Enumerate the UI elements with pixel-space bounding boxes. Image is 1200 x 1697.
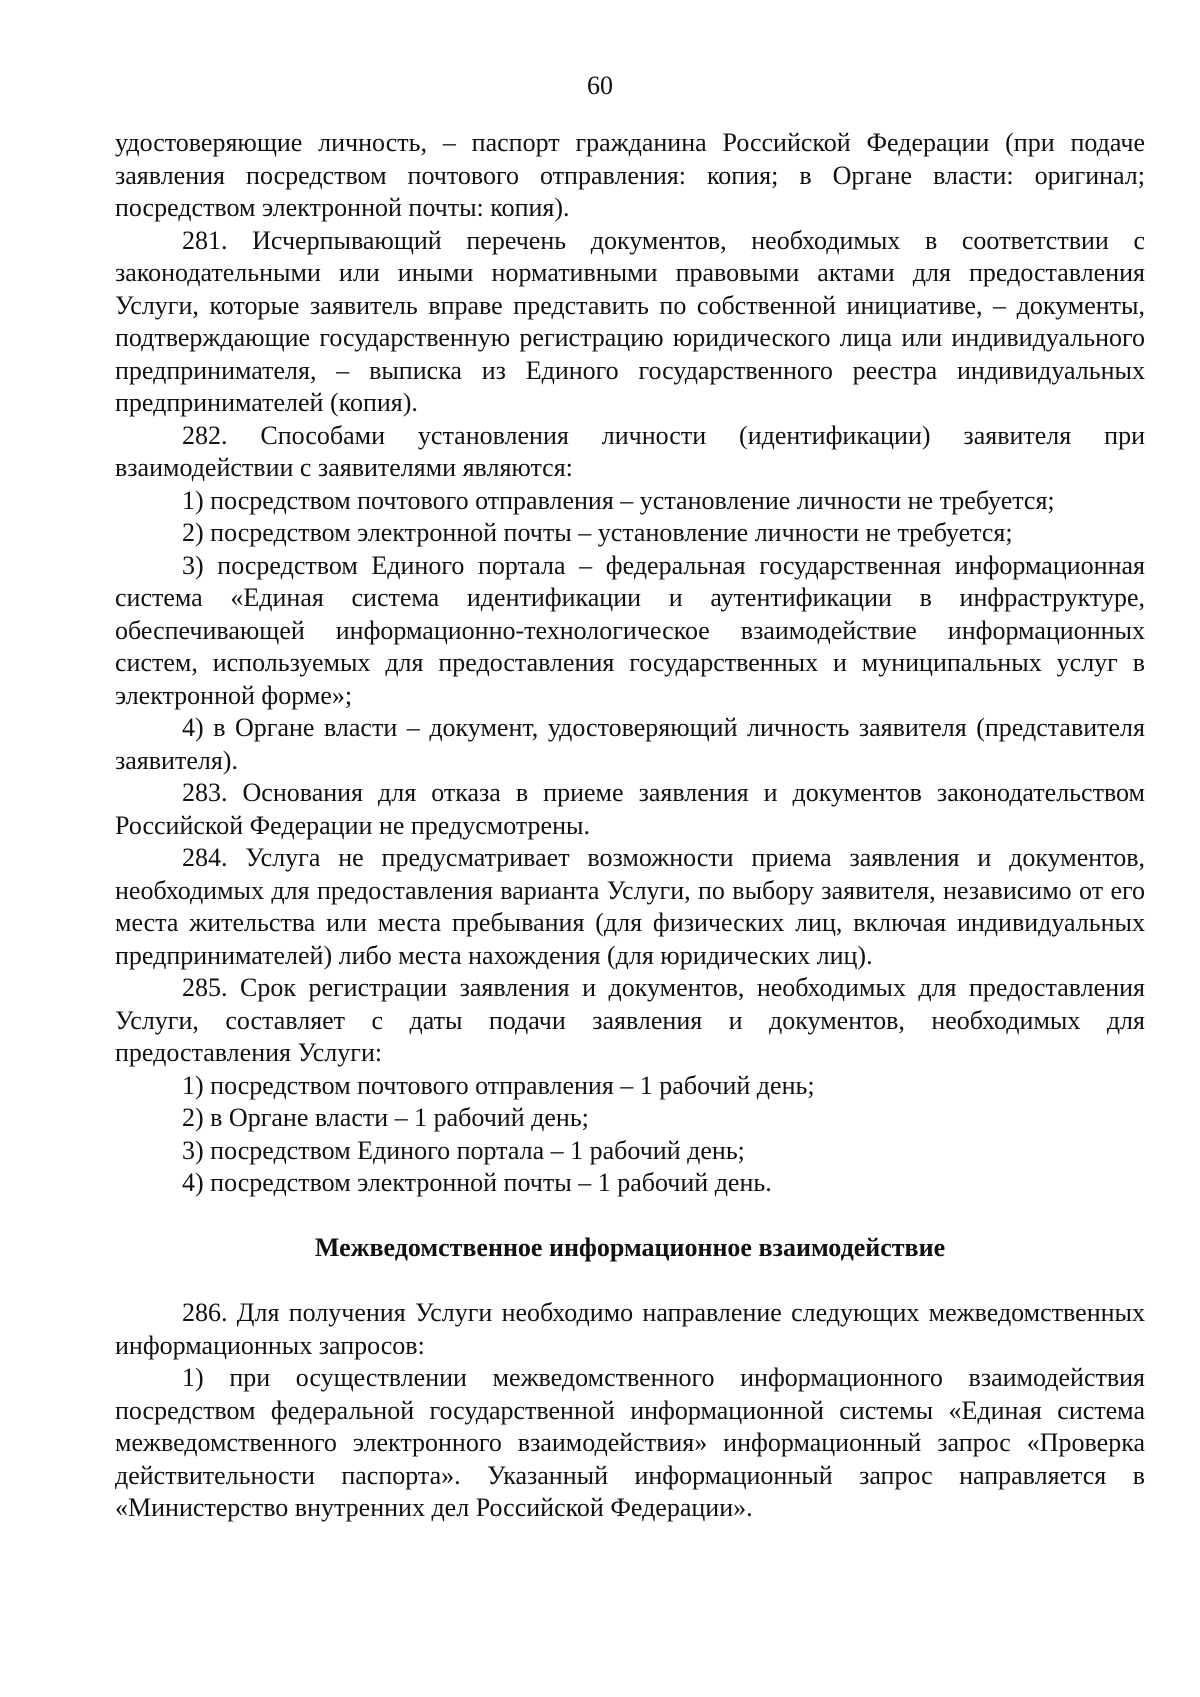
list-item: 1) посредством почтового отправления – 1 рабочий день; — [182, 1070, 815, 1100]
paragraph-283: 283. Основания для отказа в приеме заявления и документов законодательством Российской Федерации не предусмотрены. — [115, 778, 1145, 840]
paragraph-286: 286. Для получения Услуги необходимо направление следующих межведомственных информационных запросов: — [115, 1298, 1145, 1360]
paragraph-281: 281. Исчерпывающий перечень документов, необходимых в соответствии с законодательными или иными нормативными правовыми актами для предоставления Услуги, которые заявитель вправе представить по собственной инициативе, – документы, подтверждающие государственную регистрацию юридического лица или индивидуального предпринимателя, – выписка из Единого государственного реестра индивидуальных предпринимателей (копия). — [115, 225, 1145, 417]
section-heading: Межведомственное информационное взаимодействие — [314, 1233, 946, 1262]
list-item: 3) посредством Единого портала – федеральная государственная информационная система «Единая система идентификации и аутентификации в инфраструктуре, обеспечивающей информационно-технологическое взаимодействие информационных систем, используемых для предоставления государственных и муниципальных услуг в электронной форме»; — [115, 550, 1145, 710]
list-item: 3) посредством Единого портала – 1 рабочий день; — [182, 1135, 745, 1165]
list-item: 4) посредством электронной почты – 1 рабочий день. — [182, 1168, 772, 1197]
list-item: 2) в Органе власти – 1 рабочий день; — [182, 1103, 589, 1132]
paragraph: удостоверяющие личность, – паспорт гражданина Российской Федерации (при подаче заявления посредством почтового отправления: копия; в Органе власти: оригинал; посредством электронной почты: копия). — [115, 128, 1145, 222]
list-item: 2) посредством электронной почты – установление личности не требуется; — [182, 518, 1013, 547]
list-item: 4) в Органе власти – документ, удостоверяющий личность заявителя (представителя заявителя). — [115, 713, 1145, 775]
paragraph-282: 282. Способами установления личности (идентификации) заявителя при взаимодействии с заявителями являются: — [115, 420, 1145, 482]
page-number: 60 — [587, 71, 613, 100]
paragraph-285: 285. Срок регистрации заявления и документов, необходимых для предоставления Услуги, составляет с даты подачи заявления и документов, необходимых для предоставления Услуги: — [115, 973, 1145, 1067]
list-item: 1) посредством почтового отправления – установление личности не требуется; — [182, 485, 1055, 515]
page-content — [115, 127, 1145, 1525]
list-item: 1) при осуществлении межведомственного информационного взаимодействия посредством федеральной государственной информационной системы «Единая система межведомственного электронного взаимодействия» информационный запрос «Проверка действительности паспорта». Указанный информационный запрос направляется в «Министерство внутренних дел Российской Федерации». — [115, 1363, 1145, 1522]
paragraph-284: 284. Услуга не предусматривает возможности приема заявления и документов, необходимых для предоставления варианта Услуги, по выбору заявителя, независимо от его места жительства или места пребывания (для физических лиц, включая индивидуальных предпринимателей) либо места нахождения (для юридических лиц). — [115, 843, 1145, 970]
